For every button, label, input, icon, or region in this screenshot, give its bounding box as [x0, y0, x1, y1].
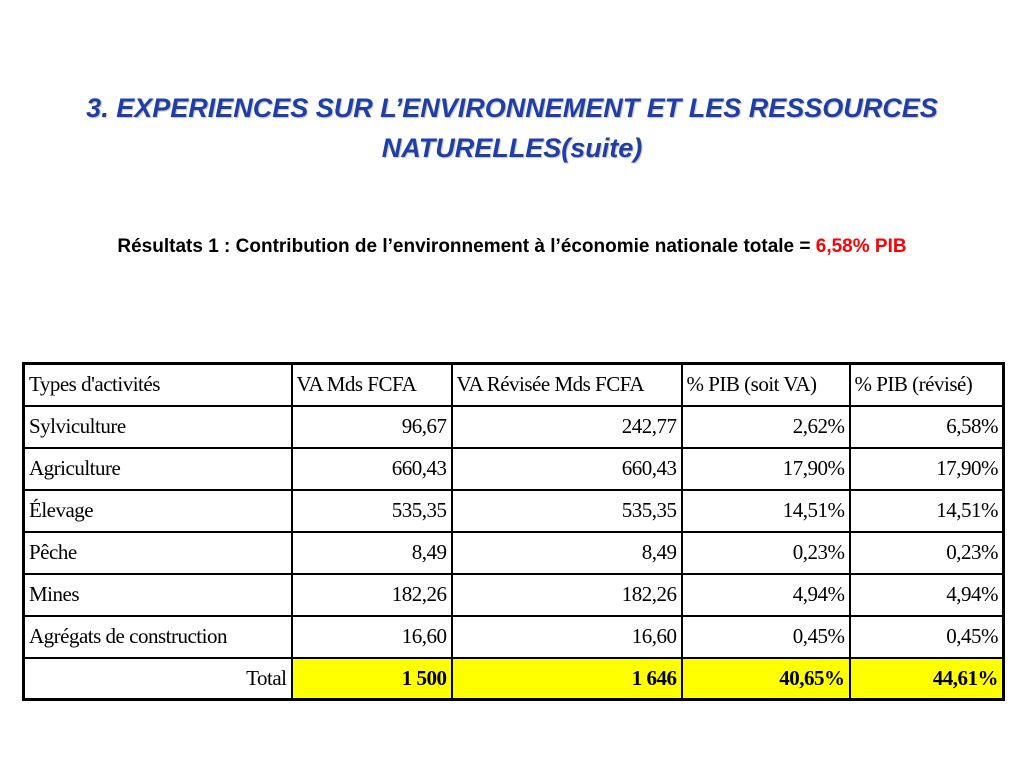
- total-va: 1 500: [292, 658, 452, 700]
- pib-revised-value: 0,23%: [850, 532, 1004, 574]
- pib-revised-value: 17,90%: [850, 448, 1004, 490]
- pib-va-value: 0,45%: [682, 616, 850, 658]
- va-value: 16,60: [292, 616, 452, 658]
- header-va-revised: VA Révisée Mds FCFA: [452, 364, 682, 406]
- va-revised-value: 535,35: [452, 490, 682, 532]
- header-activity-type: Types d'activités: [24, 364, 292, 406]
- activities-table: [22, 362, 1005, 701]
- va-revised-value: 242,77: [452, 406, 682, 448]
- va-value: 8,49: [292, 532, 452, 574]
- table-row: [24, 574, 1004, 616]
- table-row: [24, 616, 1004, 658]
- va-revised-value: 182,26: [452, 574, 682, 616]
- activity-name: Mines: [24, 574, 292, 616]
- slide-subtitle: [100, 232, 924, 262]
- slide-title-line-2: NATURELLES(suite): [381, 133, 643, 163]
- va-revised-value: 8,49: [452, 532, 682, 574]
- va-value: 182,26: [292, 574, 452, 616]
- header-va: VA Mds FCFA: [292, 364, 452, 406]
- pib-revised-value: 14,51%: [850, 490, 1004, 532]
- slide-title-line-1: 3. EXPERIENCES SUR L’ENVIRONNEMENT ET LES RESSOURCES: [86, 93, 938, 123]
- subtitle-prefix: totale =: [743, 236, 816, 257]
- table-row: [24, 406, 1004, 448]
- va-revised-value: 16,60: [452, 616, 682, 658]
- activity-name: Élevage: [24, 490, 292, 532]
- total-pib-revised: 44,61%: [850, 658, 1004, 700]
- total-label: Total: [24, 658, 292, 700]
- pib-va-value: 17,90%: [682, 448, 850, 490]
- va-value: 660,43: [292, 448, 452, 490]
- header-pib-revised: % PIB (révisé): [850, 364, 1004, 406]
- table-row: [24, 490, 1004, 532]
- va-value: 535,35: [292, 490, 452, 532]
- activity-name: Sylviculture: [24, 406, 292, 448]
- table-header-row: [24, 364, 1004, 406]
- pib-va-value: 4,94%: [682, 574, 850, 616]
- header-pib-va: % PIB (soit VA): [682, 364, 850, 406]
- pib-highlight: 6,58% PIB: [815, 236, 907, 257]
- pib-revised-value: 4,94%: [850, 574, 1004, 616]
- va-revised-value: 660,43: [452, 448, 682, 490]
- subtitle-line-1: Résultats 1 : Contribution de l’environnement à l’économie nationale: [117, 236, 739, 257]
- pib-va-value: 0,23%: [682, 532, 850, 574]
- total-row: [24, 658, 1004, 700]
- activity-name: Agrégats de construction: [24, 616, 292, 658]
- pib-revised-value: 6,58%: [850, 406, 1004, 448]
- activity-name: Pêche: [24, 532, 292, 574]
- total-va-revised: 1 646: [452, 658, 682, 700]
- slide-title: [60, 88, 964, 168]
- va-value: 96,67: [292, 406, 452, 448]
- subtitle-line-2: [743, 236, 906, 257]
- pib-va-value: 2,62%: [682, 406, 850, 448]
- pib-revised-value: 0,45%: [850, 616, 1004, 658]
- table-row: [24, 532, 1004, 574]
- activity-name: Agriculture: [24, 448, 292, 490]
- table-row: [24, 448, 1004, 490]
- total-pib-va: 40,65%: [682, 658, 850, 700]
- pib-va-value: 14,51%: [682, 490, 850, 532]
